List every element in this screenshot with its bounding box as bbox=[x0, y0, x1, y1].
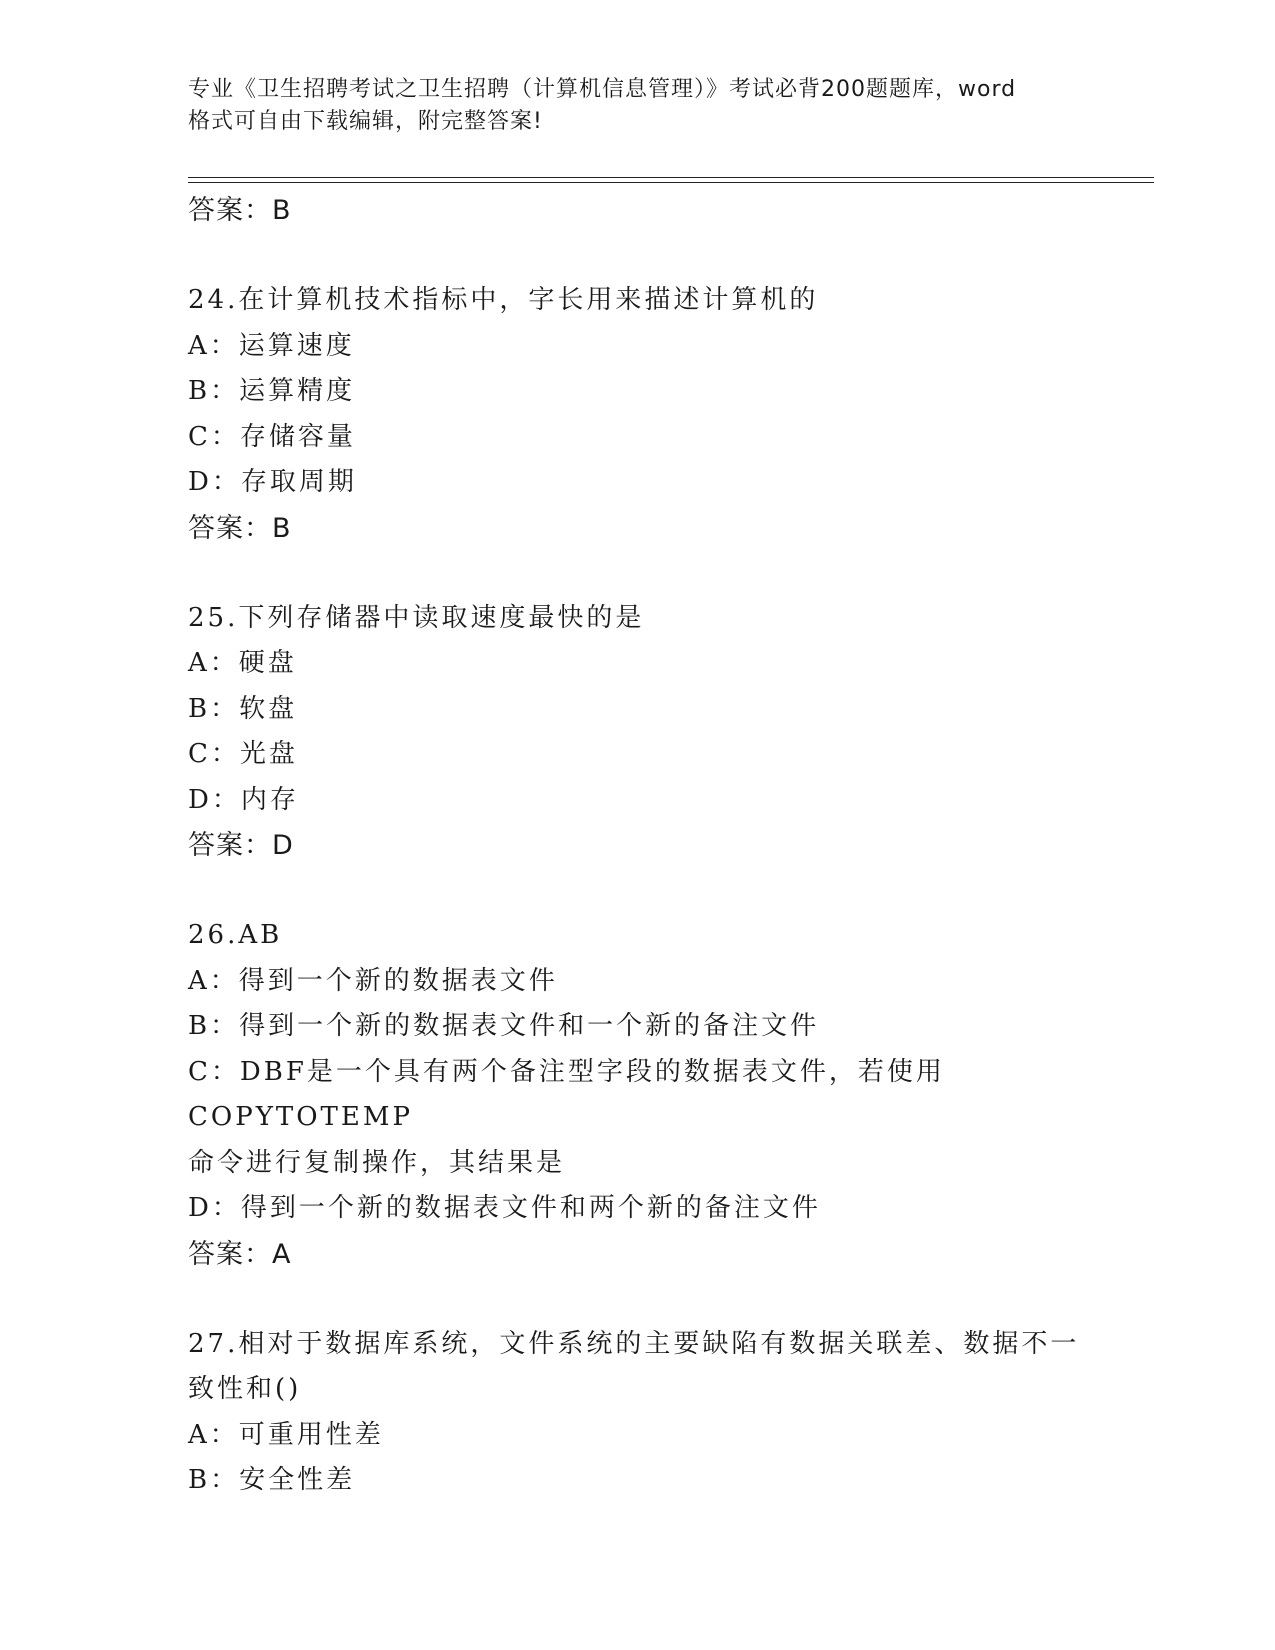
question-24 bbox=[188, 278, 1088, 552]
answer-line: 答案：B bbox=[188, 512, 292, 544]
question-25 bbox=[188, 596, 1088, 870]
option-c: C：DBF是一个具有两个备注型字段的数据表文件，若使用COPYTOTEMP bbox=[188, 1056, 945, 1132]
option-a: A：得到一个新的数据表文件 bbox=[188, 965, 558, 996]
answer-line: 答案：B bbox=[188, 195, 292, 226]
question-stem-continued: 致性和() bbox=[188, 1374, 302, 1404]
header-line-2: 格式可自由下载编辑，附完整答案! bbox=[188, 109, 543, 134]
option-c: C：光盘 bbox=[188, 739, 298, 769]
question-stem: 26.AB bbox=[188, 920, 283, 950]
option-b: B：运算精度 bbox=[188, 376, 356, 406]
question-stem: 24.在计算机技术指标中，字长用来描述计算机的 bbox=[188, 285, 819, 315]
option-d: D：存取周期 bbox=[188, 467, 357, 497]
question-stem: 27.相对于数据库系统，文件系统的主要缺陷有数据关联差、数据不一 bbox=[188, 1328, 1080, 1359]
question-list bbox=[188, 188, 1088, 1504]
option-d: D：内存 bbox=[188, 784, 299, 815]
option-a: A：运算速度 bbox=[188, 330, 355, 361]
header-divider-bottom bbox=[188, 182, 1154, 183]
option-b: B：安全性差 bbox=[188, 1465, 356, 1495]
answer-line: 答案：D bbox=[188, 830, 294, 861]
option-b: B：得到一个新的数据表文件和一个新的备注文件 bbox=[188, 1011, 820, 1041]
question-stem: 25.下列存储器中读取速度最快的是 bbox=[188, 602, 645, 633]
option-a: A：可重用性差 bbox=[188, 1419, 384, 1450]
header-divider-top bbox=[188, 177, 1154, 178]
option-d: D：得到一个新的数据表文件和两个新的备注文件 bbox=[188, 1193, 821, 1223]
header-line-1: 专业《卫生招聘考试之卫生招聘（计算机信息管理）》考试必背200题题库，word bbox=[188, 77, 1017, 102]
question-26 bbox=[188, 913, 1088, 1278]
option-c: C：存储容量 bbox=[188, 421, 356, 452]
document-header bbox=[188, 74, 1088, 138]
question-27 bbox=[188, 1322, 1088, 1504]
option-a: A：硬盘 bbox=[188, 648, 297, 678]
answer-line: 答案：A bbox=[188, 1238, 292, 1270]
option-b: B：软盘 bbox=[188, 693, 298, 724]
option-c-continued: 命令进行复制操作，其结果是 bbox=[188, 1147, 566, 1178]
